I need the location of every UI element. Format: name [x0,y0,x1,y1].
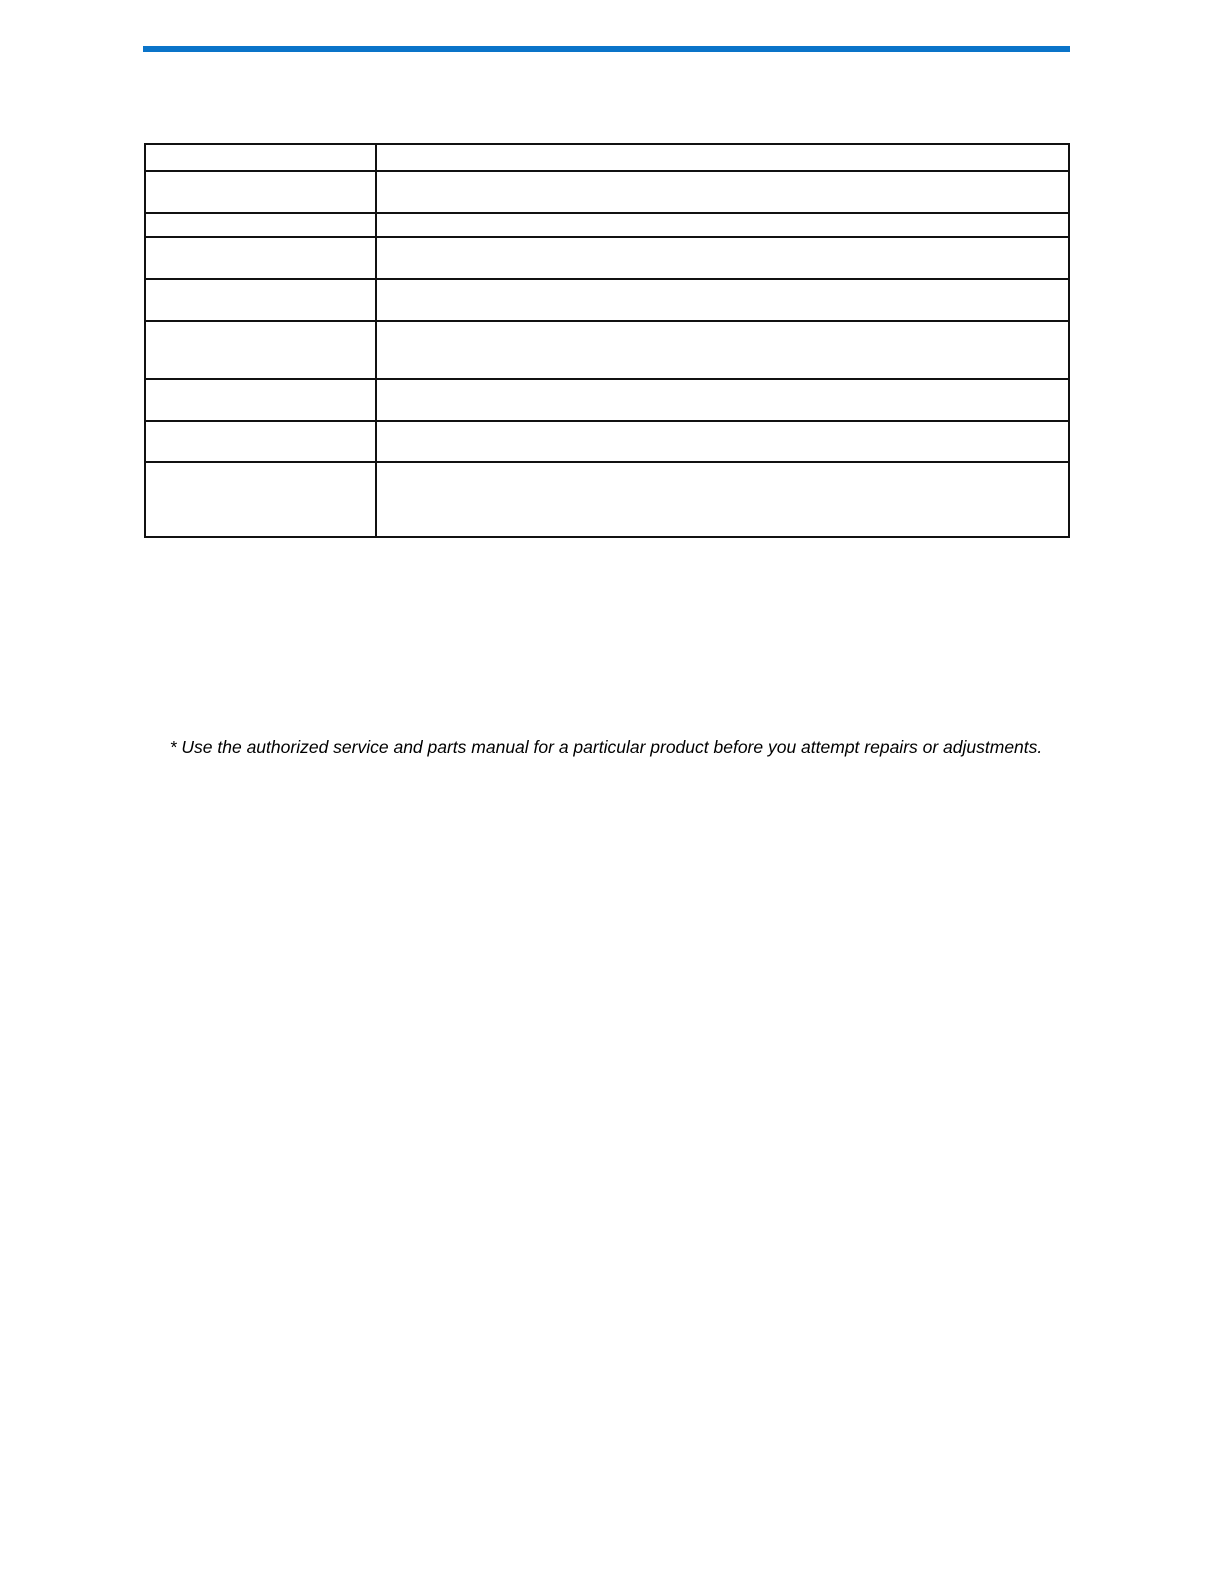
table-cell-value [376,321,1069,379]
table-cell-value [376,462,1069,537]
table-row [145,144,1069,171]
table-row [145,237,1069,279]
table-cell-value [376,421,1069,462]
table-cell-label [145,279,376,321]
table-cell-label [145,321,376,379]
table-cell-value [376,279,1069,321]
table-cell-value [376,237,1069,279]
table-cell-value [376,171,1069,213]
header-rule [143,46,1070,52]
table-cell-label [145,213,376,237]
table-cell-label [145,237,376,279]
table-row [145,279,1069,321]
table-cell-label [145,421,376,462]
table-row [145,321,1069,379]
table-row [145,462,1069,537]
table-cell-label [145,379,376,421]
table-row [145,213,1069,237]
table-cell-label [145,144,376,171]
table-cell-label [145,462,376,537]
service-footnote: * Use the authorized service and parts manual for a particular product before you attempt repairs or adjustments. [169,737,1043,757]
table-row [145,171,1069,213]
spec-table [144,143,1070,538]
table-row [145,379,1069,421]
table-cell-value [376,144,1069,171]
table-cell-value [376,379,1069,421]
table-row [145,421,1069,462]
table-cell-value [376,213,1069,237]
table-cell-label [145,171,376,213]
